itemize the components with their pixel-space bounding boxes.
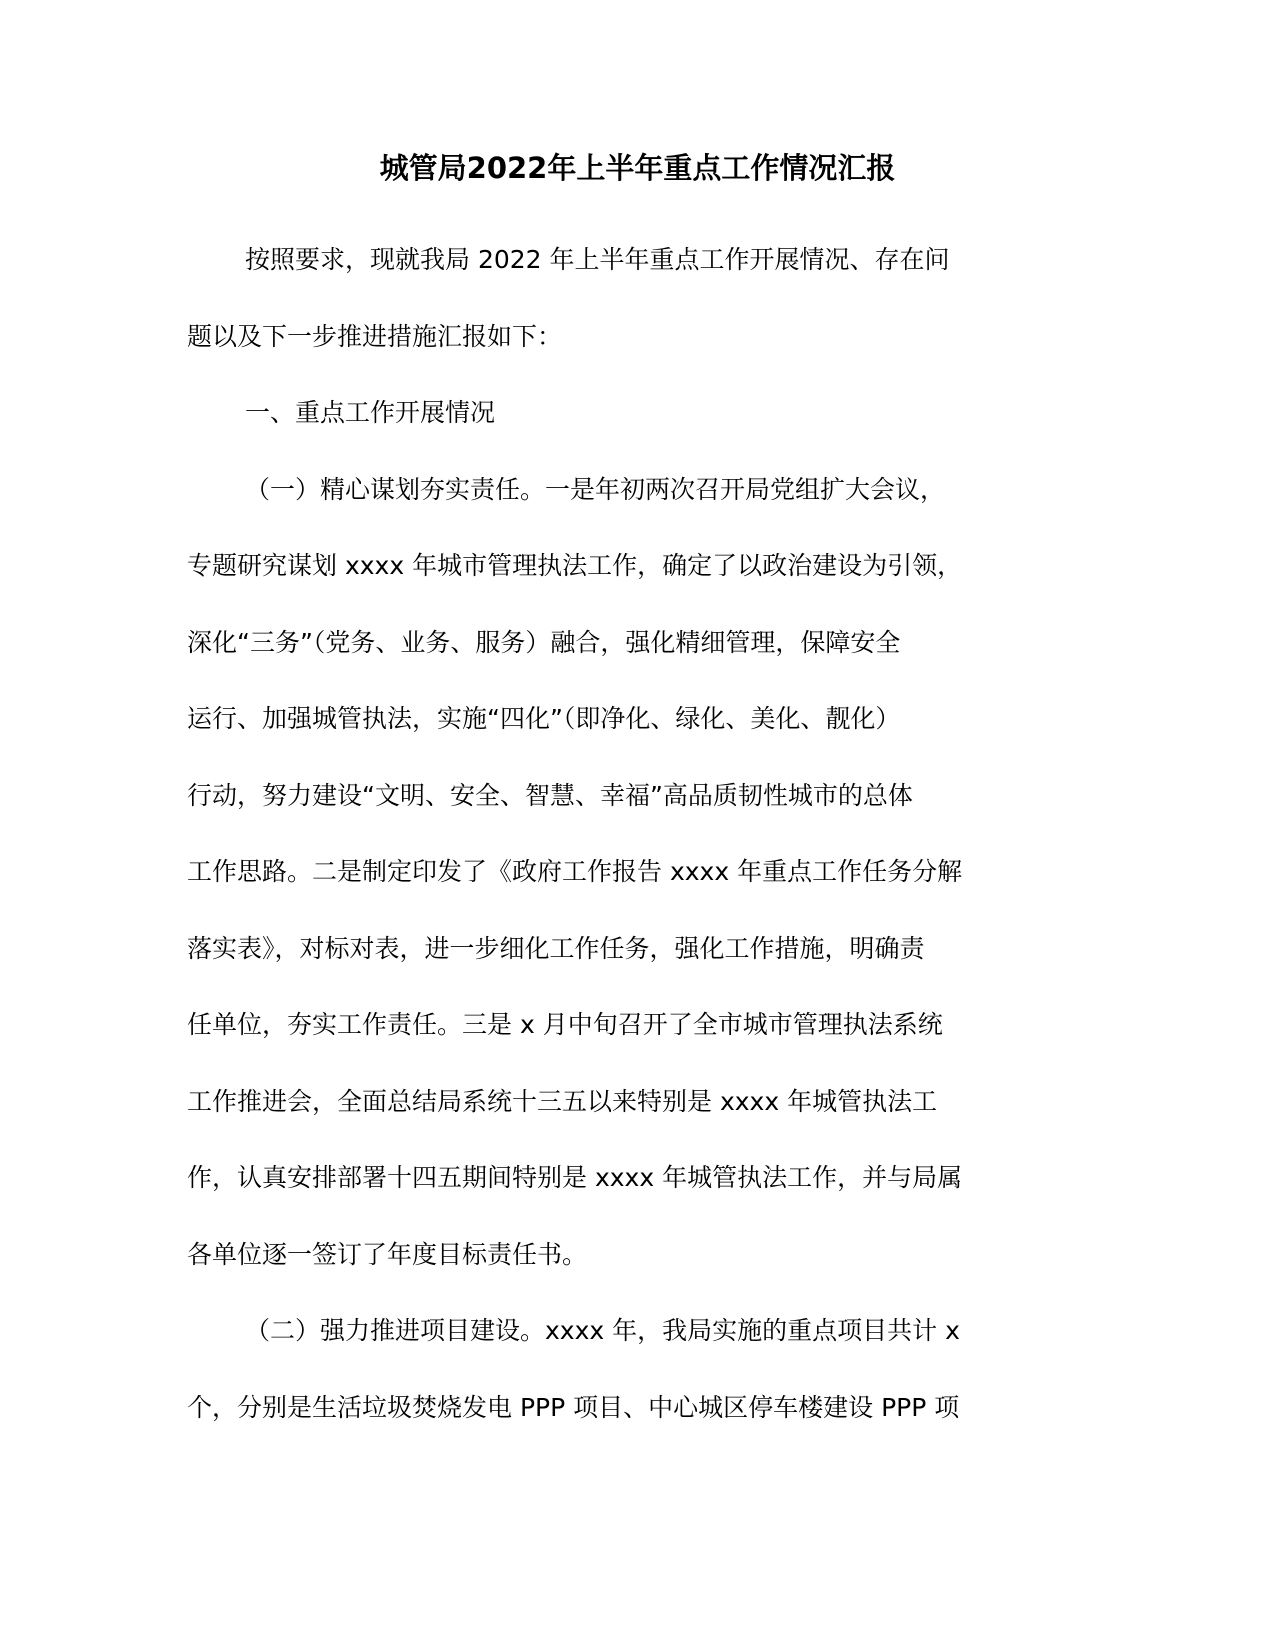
text-line: 个，分别是生活垃圾焚烧发电 PPP 项目、中心城区停车楼建设 PPP 项 <box>187 1392 960 1422</box>
text-line: （二）强力推进项目建设。xxxx 年，我局实施的重点项目共计 x <box>245 1316 960 1345</box>
text-line: 运行、加强城管执法，实施“四化”（即净化、绿化、美化、靓化） <box>187 704 901 733</box>
text-line: 行动，努力建设“文明、安全、智慧、幸福”高品质韧性城市的总体 <box>187 780 913 810</box>
text-line: 各单位逐一签订了年度目标责任书。 <box>187 1239 588 1269</box>
text-line: （一）精心谋划夯实责任。一是年初两次召开局党组扩大会议， <box>245 474 946 504</box>
text-line: 工作思路。二是制定印发了《政府工作报告 xxxx 年重点工作任务分解 <box>187 857 963 886</box>
document-body <box>187 222 1087 1446</box>
document-title: 城管局2022年上半年重点工作情况汇报 <box>379 151 896 185</box>
section-heading-1 <box>187 375 1087 452</box>
text-line: 专题研究谋划 xxxx 年城市管理执法工作，确定了以政治建设为引领， <box>187 551 963 580</box>
paragraph-subsection-1 <box>187 452 1087 1294</box>
paragraph-subsection-2 <box>187 1293 1087 1446</box>
paragraph-intro <box>187 222 1087 375</box>
text-line: 作，认真安排部署十四五期间特别是 xxxx 年城管执法工作，并与局属 <box>187 1163 963 1192</box>
text-line: 一、重点工作开展情况 <box>245 398 496 427</box>
text-line: 题以及下一步推进措施汇报如下： <box>187 321 563 351</box>
text-line: 深化“三务”（党务、业务、服务）融合，强化精细管理，保障安全 <box>187 627 901 657</box>
text-line: 任单位，夯实工作责任。三是 x 月中旬召开了全市城市管理执法系统 <box>187 1010 943 1039</box>
text-line: 落实表》，对标对表，进一步细化工作任务，强化工作措施，明确责 <box>187 933 925 963</box>
text-line: 按照要求，现就我局 2022 年上半年重点工作开展情况、存在问 <box>245 245 950 274</box>
text-line: 工作推进会，全面总结局系统十三五以来特别是 xxxx 年城管执法工 <box>187 1086 938 1116</box>
